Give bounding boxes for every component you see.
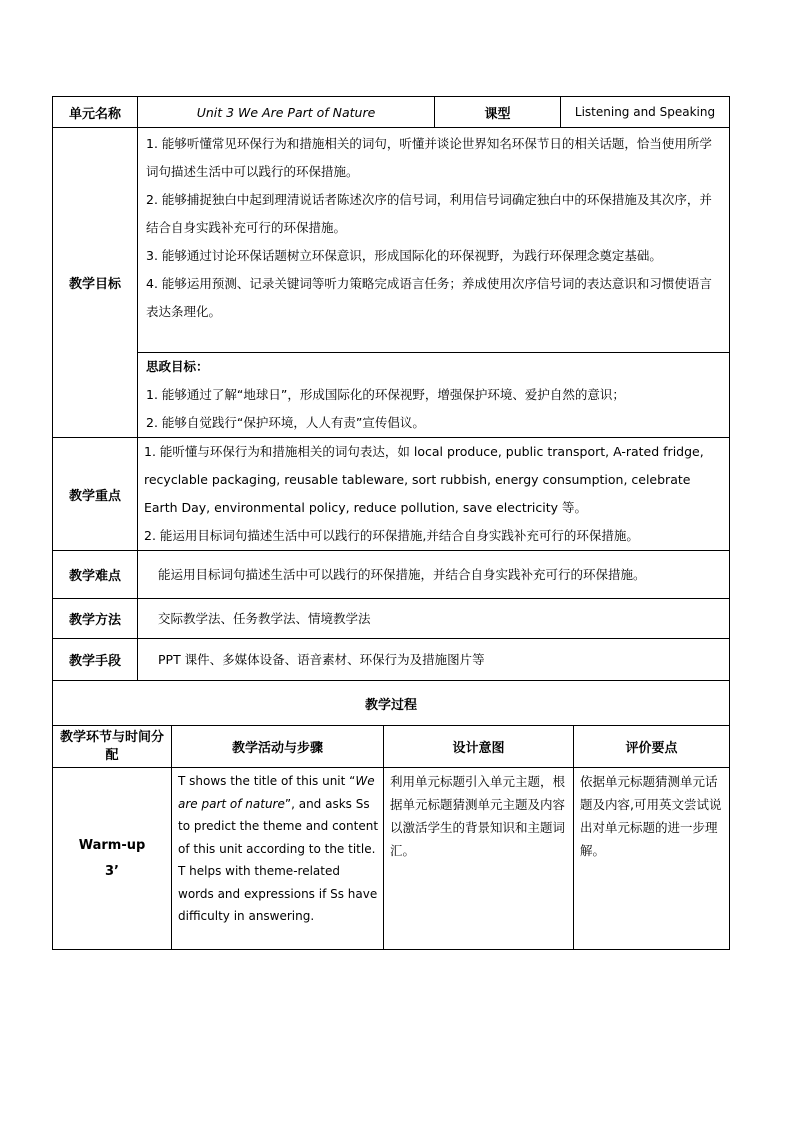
intent-cell: 利用单元标题引入单元主题，根据单元标题猜测单元主题及内容以激活学生的背景知识和主题词汇。 [384, 768, 574, 950]
col-stage-header: 教学环节与时间分配 [53, 726, 172, 768]
key-point-item: 1. 能听懂与环保行为和措施相关的词句表达，如 local produce, public transport, A-rated fridge, recyclable packaging, reusable tableware, sort rubbish, energy consumption, celebrate Earth Day, environmental policy, reduce pollution, save electricity 等。 [144, 444, 704, 515]
difficulties-row [53, 551, 730, 599]
methods-row [53, 599, 730, 639]
process-title-row [53, 681, 730, 726]
objectives-label: 教学目标 [53, 128, 138, 438]
objective-item: 4. 能够运用预测、记录关键词等听力策略完成语言任务；养成使用次序信号词的表达意识和习惯使语言表达条理化。 [146, 276, 712, 319]
lesson-info-table [52, 96, 730, 681]
col-evaluation-header: 评价要点 [574, 726, 730, 768]
means-row [53, 639, 730, 681]
methods-text: 交际教学法、任务教学法、情境教学法 [138, 599, 730, 639]
process-header-row [53, 726, 730, 768]
stage-cell [53, 768, 172, 950]
process-title: 教学过程 [53, 681, 730, 726]
difficulties-label: 教学难点 [53, 551, 138, 599]
unit-row [53, 97, 730, 128]
key-points-row [53, 438, 730, 551]
col-intent-header: 设计意图 [384, 726, 574, 768]
objective-item: 2. 能够捕捉独白中起到理清说话者陈述次序的信号词，利用信号词确定独白中的环保措施及其次序，并结合自身实践补充可行的环保措施。 [146, 192, 712, 235]
stage-time: 3’ [105, 863, 119, 879]
objective-item: 1. 能够听懂常见环保行为和措施相关的词句，听懂并谈论世界知名环保节日的相关话题，恰当使用所学词句描述生活中可以践行的环保措施。 [146, 136, 712, 179]
objectives-row [53, 128, 730, 353]
ideology-title: 思政目标： [146, 359, 209, 374]
key-points-label: 教学重点 [53, 438, 138, 551]
process-table [52, 680, 730, 950]
col-activity-header: 教学活动与步骤 [172, 726, 384, 768]
objective-item: 3. 能够通过讨论环保话题树立环保意识，形成国际化的环保视野，为践行环保理念奠定基础。 [146, 248, 662, 263]
objectives-cell [138, 128, 730, 353]
evaluation-cell: 依据单元标题猜测单元话题及内容,可用英文尝试说出对单元标题的进一步理解。 [574, 768, 730, 950]
unit-title: Unit 3 We Are Part of Nature [138, 97, 435, 128]
ideology-item: 2. 能够自觉践行“保护环境，人人有责”宣传倡议。 [146, 415, 425, 430]
activity-unit-title: We are part of nature [178, 774, 375, 811]
key-point-item: 2. 能运用目标词句描述生活中可以践行的环保措施,并结合自身实践补充可行的环保措施。 [144, 528, 639, 543]
methods-label: 教学方法 [53, 599, 138, 639]
means-text: PPT 课件、多媒体设备、语音素材、环保行为及措施图片等 [138, 639, 730, 681]
ideology-row [53, 353, 730, 438]
type-value: Listening and Speaking [561, 97, 730, 128]
stage-name: Warm-up [78, 837, 146, 853]
process-row [53, 768, 730, 950]
means-label: 教学手段 [53, 639, 138, 681]
activity-cell: T shows the title of this unit “We are part of nature”, and asks Ss to predict the theme and content of this unit according to the title. T helps with theme-related words and expressions if Ss have difficulty in answering. [172, 768, 384, 950]
unit-label: 单元名称 [53, 97, 138, 128]
ideology-item: 1. 能够通过了解“地球日”，形成国际化的环保视野，增强保护环境、爱护自然的意识； [146, 387, 625, 402]
difficulties-text: 能运用目标词句描述生活中可以践行的环保措施，并结合自身实践补充可行的环保措施。 [138, 551, 730, 599]
ideology-cell [138, 353, 730, 438]
type-label: 课型 [435, 97, 561, 128]
key-points-cell [138, 438, 730, 551]
